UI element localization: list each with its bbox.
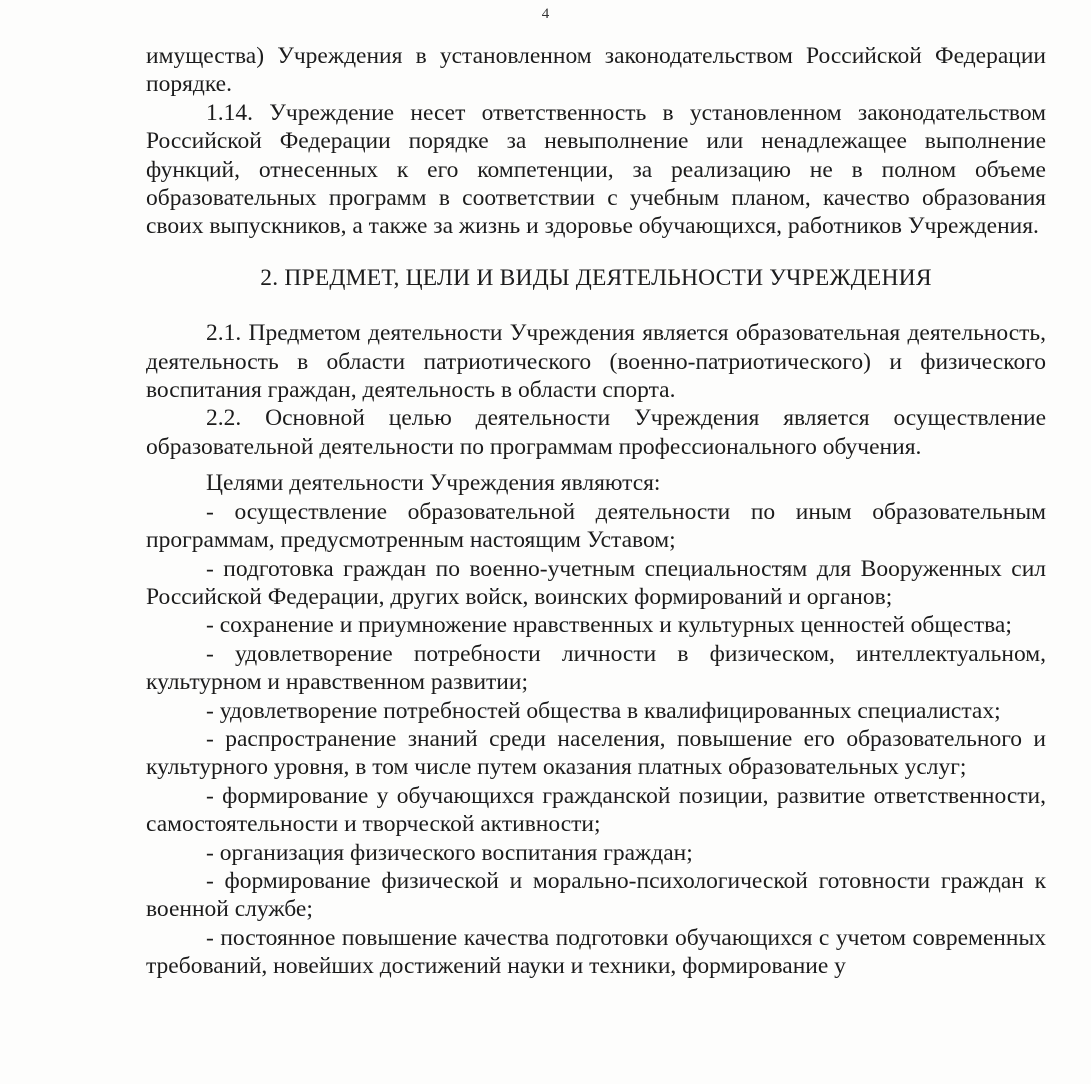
list-item: - сохранение и приумножение нравственных и культурных ценностей общества; bbox=[206, 612, 1012, 639]
list-item: - удовлетворение потребностей общества в квалифицированных специалистах; bbox=[206, 697, 1001, 724]
page-number: 4 bbox=[541, 6, 550, 22]
paragraph-2-2: 2.2. Основной целью деятельности Учреждения является осуществление образовательной деятельности по программам профессионального обучения. bbox=[146, 405, 1046, 460]
list-item: - удовлетворение потребности личности в физическом, интеллектуальном, культурном и нравственном развитии; bbox=[146, 640, 1046, 696]
list-item: - организация физического воспитания граждан; bbox=[206, 839, 693, 866]
goals-intro: Целями деятельности Учреждения являются: bbox=[206, 470, 661, 497]
document-body bbox=[146, 42, 1046, 981]
list-item: - распространение знаний среди населения, повышение его образовательного и культурного уровня, в том числе путем оказания платных образовательных услуг; bbox=[146, 725, 1046, 781]
list-item: - постоянное повышение качества подготовки обучающихся с учетом современных требований, новейших достижений науки и техники, формирование у bbox=[146, 924, 1046, 980]
list-item: - подготовка граждан по военно-учетным специальностям для Вооруженных сил Российской Федерации, других войск, воинских формирований и органов; bbox=[146, 555, 1046, 610]
paragraph-2-1: 2.1. Предметом деятельности Учреждения является образовательная деятельность, деятельность в области патриотического (военно-патриотического) и физического воспитания граждан, деятельность в области спорта. bbox=[146, 320, 1046, 404]
paragraph-continuation: имущества) Учреждения в установленном законодательством Российской Федерации порядке. bbox=[146, 43, 1046, 98]
list-item: - формирование у обучающихся гражданской позиции, развитие ответственности, самостоятельности и творческой активности; bbox=[146, 782, 1046, 838]
list-item: - формирование физической и морально-психологической готовности граждан к военной службе; bbox=[146, 867, 1046, 923]
list-item: - осуществление образовательной деятельности по иным образовательным программам, предусмотренным настоящим Уставом; bbox=[146, 498, 1046, 554]
section-heading: 2. ПРЕДМЕТ, ЦЕЛИ И ВИДЫ ДЕЯТЕЛЬНОСТИ УЧРЕЖДЕНИЯ bbox=[260, 264, 932, 291]
paragraph-1-14: 1.14. Учреждение несет ответственность в установленном законодательством Российской Федерации порядке за невыполнение или ненадлежащее выполнение функций, отнесенных к его компетенции, за реализацию не в полном объеме образовательных программ в соответствии с учебным планом, качество образования своих выпускников, а также за жизнь и здоровье обучающихся, работников Учреждения. bbox=[146, 99, 1046, 240]
